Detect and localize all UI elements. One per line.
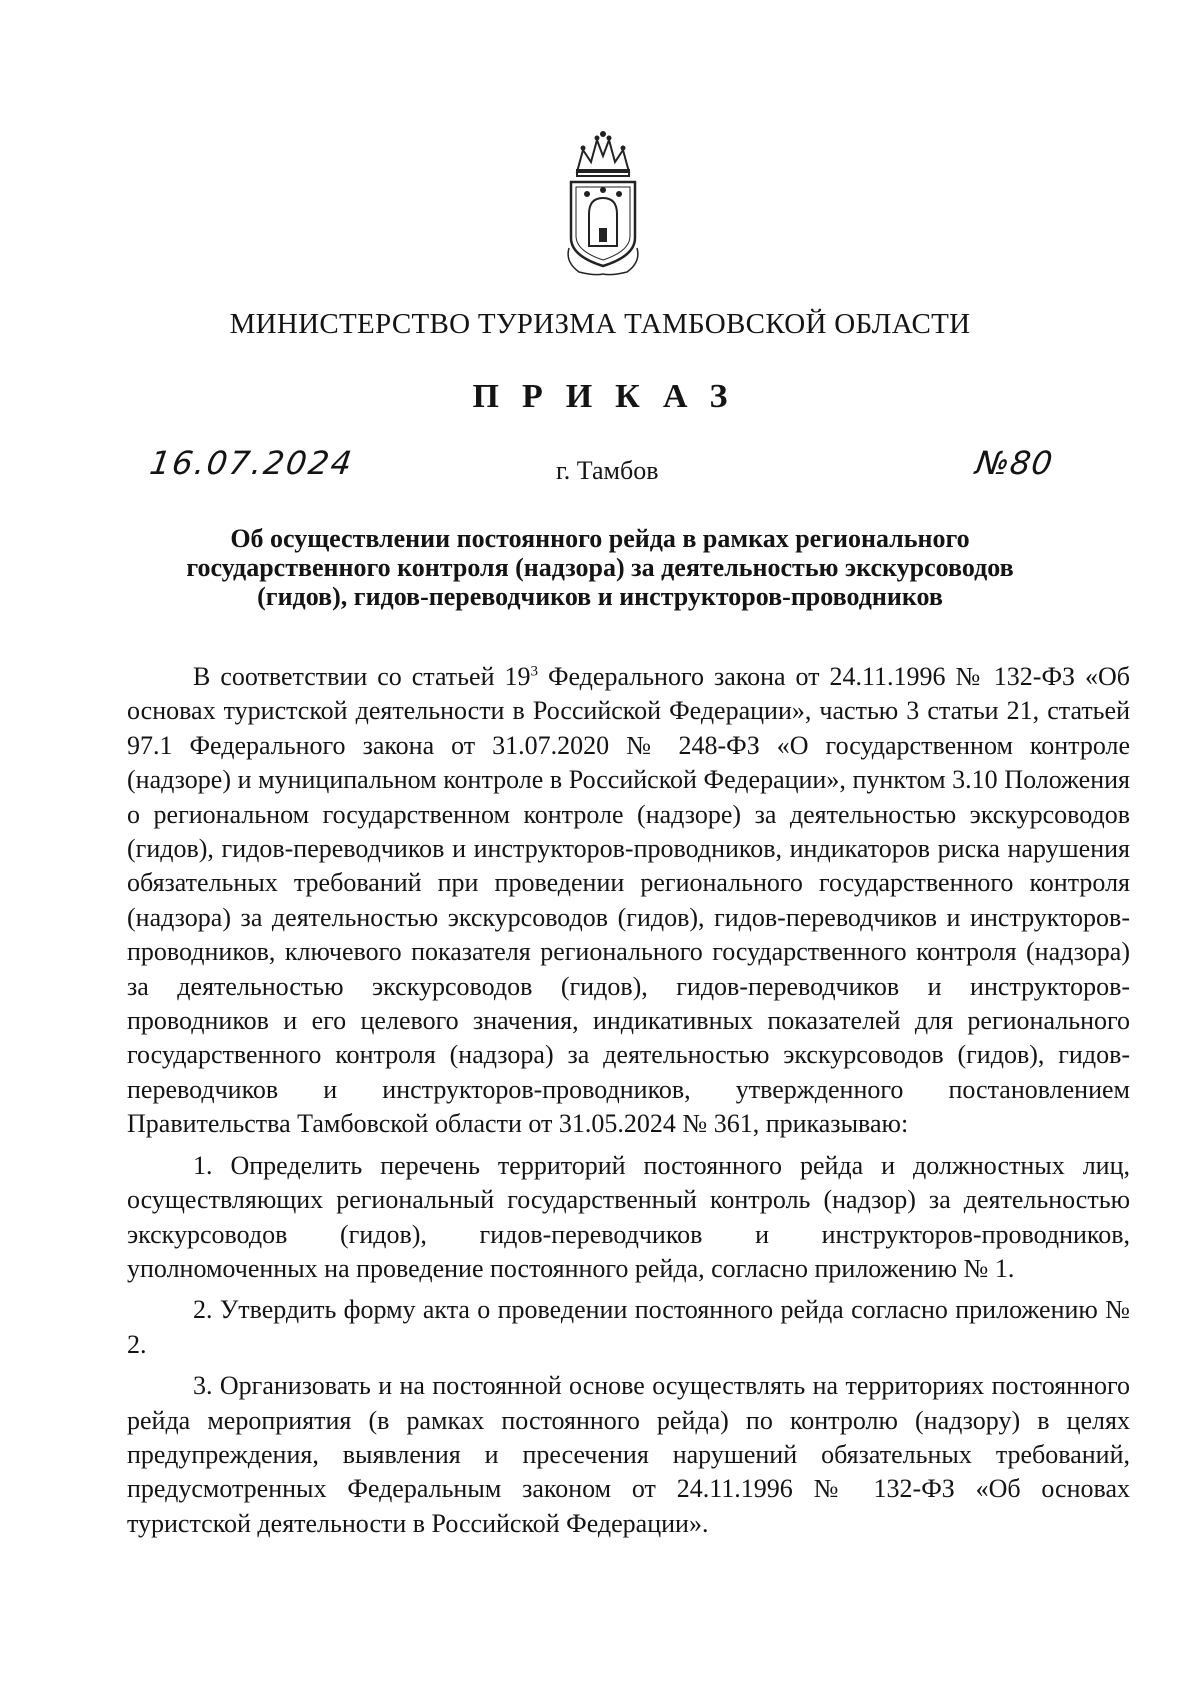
preamble-paragraph (127, 660, 1130, 1142)
ministry-name: МИНИСТЕРСТВО ТУРИЗМА ТАМБОВСКОЙ ОБЛАСТИ (229, 308, 971, 340)
order-item-2: 2. Утвердить форму акта о проведении постоянного рейда согласно приложению № 2. (127, 1295, 1130, 1359)
order-item-3: 3. Организовать и на постоянной основе осуществлять на территориях постоянного рейда мероприятия (в рамках постоянного рейда) по контролю (надзору) в целях предупреждения, выявления и пресечения нарушений обязательных требований, предусмотренных Федеральным законом от 24.11.1996 № 132-ФЗ «Об основах туристской деятельности в Российской Федерации». (127, 1371, 1130, 1538)
handwritten-number: №80 (973, 444, 1056, 482)
order-item-1: 1. Определить перечень территорий постоянного рейда и должностных лиц, осуществляющих региональный государственный контроль (надзор) за деятельностью экскурсоводов (гидов), гидов-переводчиков и инструкторов-проводников, уполномоченных на проведение постоянного рейда, согласно приложению № 1. (127, 1150, 1130, 1283)
coat-of-arms-emblem (563, 128, 643, 278)
document-body (127, 660, 1130, 1541)
preamble-text-start: В соответствии со статьей 19 (193, 662, 531, 691)
article-superscript: 3 (530, 663, 538, 680)
preamble-text-rest: Федерального закона от 24.11.1996 № 132-ФЗ «Об основах туристской деятельности в Российской Федерации», частью 3 статьи 21, статьей 97.1 Федерального закона от 31.07.2020 № 248-ФЗ «О государственном контроле (надзоре) и муниципальном контроле в Российской Федерации», пунктом 3.10 Положения о региональном государственном контроле (надзоре) за деятельностью экскурсоводов (гидов), гидов-переводчиков и инструкторов-проводников, индикаторов риска нарушения обязательных требований при проведении регионального государственного контроля (надзора) за деятельностью экскурсоводов (гидов), гидов-переводчиков и инструкторов-проводников, ключевого показателя регионального государственного контроля (надзора) за деятельностью экскурсоводов (гидов), гидов-переводчиков и инструкторов-проводников и его целевого значения, индикативных показателей для регионального государственного контроля (надзора) за деятельностью экскурсоводов (гидов), гидов-переводчиков и инструкторов-проводников, утвержденного постановлением Правительства Тамбовской области от 31.05.2024 № 361, приказываю: (127, 662, 1130, 1139)
city: г. Тамбов (556, 456, 659, 485)
document-type: ПРИКАЗ (472, 378, 751, 415)
document-title: Об осуществлении постоянного рейда в рамках регионального государственного контроля (надзора) за деятельностью экскурсоводов (гидов), гидов-переводчиков и инструкторов-проводников (186, 524, 1014, 611)
handwritten-date: 16.07.2024 (147, 444, 356, 482)
